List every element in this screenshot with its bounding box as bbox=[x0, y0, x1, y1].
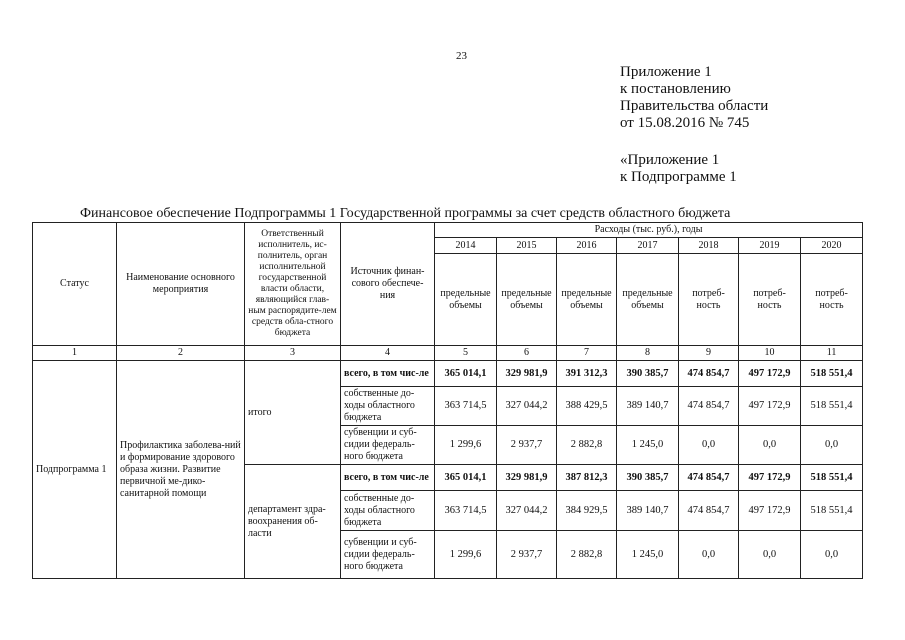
column-number: 8 bbox=[617, 346, 679, 361]
value-cell: 1 299,6 bbox=[435, 531, 497, 579]
source-cell: всего, в том чис-ле bbox=[341, 465, 435, 491]
source-cell: всего, в том чис-ле bbox=[341, 361, 435, 387]
status-cell: Подпрограмма 1 bbox=[33, 361, 117, 579]
header-kind: потреб-ность bbox=[679, 254, 739, 346]
value-cell: 390 385,7 bbox=[617, 361, 679, 387]
header-year: 2017 bbox=[617, 238, 679, 254]
value-cell: 474 854,7 bbox=[679, 361, 739, 387]
value-cell: 0,0 bbox=[679, 426, 739, 465]
executor-cell: итого bbox=[245, 361, 341, 465]
appendix-sub-line: к Подпрограмме 1 bbox=[620, 169, 737, 185]
financing-table bbox=[32, 222, 863, 579]
header-year: 2015 bbox=[497, 238, 557, 254]
value-cell: 518 551,4 bbox=[801, 361, 863, 387]
source-cell: собственные до-ходы областного бюджета bbox=[341, 387, 435, 426]
header-measure: Наименование основного мероприятия bbox=[117, 223, 245, 346]
value-cell: 329 981,9 bbox=[497, 361, 557, 387]
value-cell: 2 882,8 bbox=[557, 426, 617, 465]
header-kind: предельные объемы bbox=[617, 254, 679, 346]
value-cell: 497 172,9 bbox=[739, 491, 801, 531]
value-cell: 474 854,7 bbox=[679, 387, 739, 426]
column-number: 10 bbox=[739, 346, 801, 361]
value-cell: 363 714,5 bbox=[435, 491, 497, 531]
executor-cell: департамент здра-воохранения об-ласти bbox=[245, 465, 341, 579]
header-executor: Ответственный исполнитель, ис-полнитель, орган исполнительной государственной власти области, являющийся глав-ным распорядите-лем средств обла-стного бюджета bbox=[245, 223, 341, 346]
measure-cell: Профилактика заболева-ний и формирование здорового образа жизни. Развитие первичной ме-дико-санитарной помощи bbox=[117, 361, 245, 579]
value-cell: 365 014,1 bbox=[435, 465, 497, 491]
value-cell: 1 299,6 bbox=[435, 426, 497, 465]
appendix-line: Правительства области bbox=[620, 98, 769, 114]
column-number: 5 bbox=[435, 346, 497, 361]
value-cell: 0,0 bbox=[739, 531, 801, 579]
value-cell: 390 385,7 bbox=[617, 465, 679, 491]
appendix-sub-line: «Приложение 1 bbox=[620, 152, 720, 168]
header-kind: предельные объемы bbox=[497, 254, 557, 346]
appendix-line: от 15.08.2016 № 745 bbox=[620, 115, 750, 131]
table-row bbox=[33, 361, 863, 387]
value-cell: 1 245,0 bbox=[617, 426, 679, 465]
column-number: 2 bbox=[117, 346, 245, 361]
source-cell: собственные до-ходы областного бюджета bbox=[341, 491, 435, 531]
value-cell: 2 937,7 bbox=[497, 426, 557, 465]
header-expenses: Расходы (тыс. руб.), годы bbox=[435, 223, 863, 238]
column-number: 3 bbox=[245, 346, 341, 361]
value-cell: 497 172,9 bbox=[739, 465, 801, 491]
header-kind: предельные объемы bbox=[435, 254, 497, 346]
header-kind: потреб-ность bbox=[801, 254, 863, 346]
value-cell: 2 882,8 bbox=[557, 531, 617, 579]
appendix-sub-block bbox=[620, 152, 737, 186]
value-cell: 327 044,2 bbox=[497, 387, 557, 426]
value-cell: 387 812,3 bbox=[557, 465, 617, 491]
value-cell: 388 429,5 bbox=[557, 387, 617, 426]
value-cell: 365 014,1 bbox=[435, 361, 497, 387]
value-cell: 0,0 bbox=[679, 531, 739, 579]
value-cell: 0,0 bbox=[801, 426, 863, 465]
value-cell: 391 312,3 bbox=[557, 361, 617, 387]
column-number: 6 bbox=[497, 346, 557, 361]
document-title: Финансовое обеспечение Подпрограммы 1 Государственной программы за счет средств областного бюджета bbox=[80, 206, 731, 221]
header-year: 2020 bbox=[801, 238, 863, 254]
column-number: 1 bbox=[33, 346, 117, 361]
page-number: 23 bbox=[456, 50, 467, 62]
value-cell: 389 140,7 bbox=[617, 387, 679, 426]
header-year: 2018 bbox=[679, 238, 739, 254]
value-cell: 474 854,7 bbox=[679, 465, 739, 491]
value-cell: 497 172,9 bbox=[739, 387, 801, 426]
header-kind: предельные объемы bbox=[557, 254, 617, 346]
column-number: 9 bbox=[679, 346, 739, 361]
value-cell: 0,0 bbox=[801, 531, 863, 579]
value-cell: 1 245,0 bbox=[617, 531, 679, 579]
header-year: 2014 bbox=[435, 238, 497, 254]
column-numbers-row bbox=[33, 346, 863, 361]
value-cell: 327 044,2 bbox=[497, 491, 557, 531]
header-source: Источник финан-сового обеспече-ния bbox=[341, 223, 435, 346]
value-cell: 518 551,4 bbox=[801, 491, 863, 531]
value-cell: 363 714,5 bbox=[435, 387, 497, 426]
value-cell: 389 140,7 bbox=[617, 491, 679, 531]
appendix-line: к постановлению bbox=[620, 81, 731, 97]
value-cell: 329 981,9 bbox=[497, 465, 557, 491]
header-kind: потреб-ность bbox=[739, 254, 801, 346]
value-cell: 518 551,4 bbox=[801, 465, 863, 491]
value-cell: 518 551,4 bbox=[801, 387, 863, 426]
header-year: 2019 bbox=[739, 238, 801, 254]
column-number: 4 bbox=[341, 346, 435, 361]
appendix-line: Приложение 1 bbox=[620, 64, 712, 80]
value-cell: 474 854,7 bbox=[679, 491, 739, 531]
appendix-block bbox=[620, 64, 768, 132]
column-number: 7 bbox=[557, 346, 617, 361]
value-cell: 0,0 bbox=[739, 426, 801, 465]
source-cell: субвенции и суб-сидии федераль-ного бюджета bbox=[341, 531, 435, 579]
column-number: 11 bbox=[801, 346, 863, 361]
value-cell: 2 937,7 bbox=[497, 531, 557, 579]
header-status: Статус bbox=[33, 223, 117, 346]
value-cell: 384 929,5 bbox=[557, 491, 617, 531]
source-cell: субвенции и суб-сидии федераль-ного бюджета bbox=[341, 426, 435, 465]
value-cell: 497 172,9 bbox=[739, 361, 801, 387]
header-year: 2016 bbox=[557, 238, 617, 254]
